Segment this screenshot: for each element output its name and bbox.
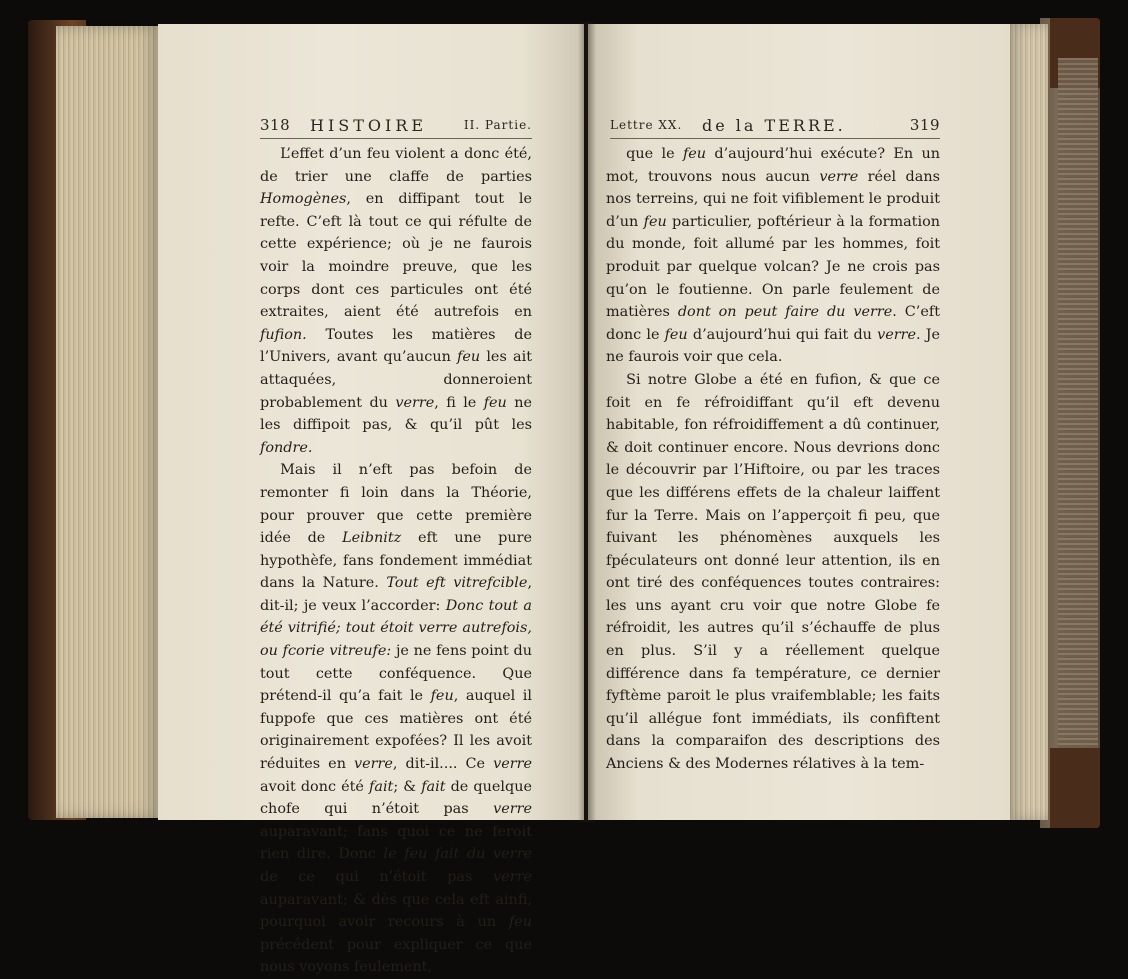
italic-text: verre xyxy=(395,394,435,411)
text-run: ; & xyxy=(393,778,422,795)
italic-text: Donc tout a été vitrifié; tout étoit verre autrefois, ou fcorie vitreufe: xyxy=(260,597,532,660)
left-header-part: II. Partie. xyxy=(463,118,532,132)
text-run: les ait attaquées, donneroient probablement du xyxy=(260,349,532,411)
left-page xyxy=(158,24,584,976)
italic-text: fufion. xyxy=(260,326,307,343)
right-page-edges xyxy=(1008,24,1048,820)
text-run: réel dans nos terreins, qui ne foit vifiblement le produit d’un xyxy=(606,168,940,230)
text-run: L’effet d’un feu violent a donc été, de trier une claffe de parties xyxy=(260,146,532,185)
paragraph xyxy=(606,369,940,776)
paragraph xyxy=(260,459,532,979)
italic-text: verre xyxy=(819,168,859,185)
text-run: de quelque chofe qui n’étoit pas xyxy=(260,778,532,818)
italic-text: dont on peut faire du verre xyxy=(677,304,893,321)
leather-corner-bottom xyxy=(1050,748,1100,828)
italic-text: fait xyxy=(369,778,394,795)
italic-text: feu xyxy=(682,146,707,162)
right-running-header xyxy=(610,112,940,139)
book-gutter xyxy=(578,22,596,822)
text-run: précédent pour expliquer ce que nous voyons feulement, xyxy=(260,936,532,976)
right-cover-binding xyxy=(1040,18,1100,828)
text-run: auparavant; & dès que cela eft ainfi, pourquoi avoir recours à un xyxy=(260,891,532,931)
italic-text: verre xyxy=(493,756,532,773)
italic-text: verre xyxy=(354,756,393,773)
italic-text: fondre. xyxy=(260,439,313,456)
right-page-text xyxy=(606,143,940,776)
text-run: . C’eft donc le xyxy=(606,304,940,343)
italic-text: verre xyxy=(877,326,916,343)
italic-text: le feu fait du verre xyxy=(383,846,532,863)
italic-text: feu xyxy=(508,914,532,931)
right-header-title: de la TERRE. xyxy=(702,116,846,135)
text-run: , dit-il.... Ce xyxy=(392,756,494,773)
right-header-letter: Lettre XX. xyxy=(610,118,683,132)
italic-text: feu xyxy=(430,688,454,705)
italic-text: verre xyxy=(493,869,532,885)
italic-text: fait xyxy=(421,778,446,795)
text-run: eft une pure hypothèfe, fans fondement immédiat dans la Nature. xyxy=(260,530,532,592)
italic-text: feu xyxy=(483,394,507,411)
paragraph xyxy=(606,143,940,369)
italic-text: Homogènes xyxy=(260,191,347,208)
right-page-number: 319 xyxy=(909,116,940,134)
text-run: , fi le xyxy=(434,394,484,411)
text-run: de ce qui n’étoit pas xyxy=(260,869,494,885)
italic-text: verre xyxy=(493,801,532,818)
text-run: . Je ne faurois voir que cela. xyxy=(606,326,940,366)
text-run: je ne fens point du tout cette conféquence. Que prétend-il qu’a fait le xyxy=(260,643,533,705)
right-page xyxy=(588,24,1010,820)
left-page-text xyxy=(260,143,532,979)
text-run: avoit donc été xyxy=(260,778,370,795)
left-page-number: 318 xyxy=(260,116,291,134)
text-run: , auquel il fuppofe que ces matières ont été originairement expofées? Il les avoit réduites en xyxy=(260,688,533,773)
left-header-title: HISTOIRE xyxy=(310,116,428,135)
text-run: d’aujourd’hui qui fait du xyxy=(687,326,878,343)
text-run: Si notre Globe a été en fufion, & que ce foit en fe réfroidiffant qu’il eft devenu habitable, fon réfroidiffement a dû continuer, & doit continuer encore. Nous devrions donc le découvrir par l’Hiftoire, ou par les traces que les différens effets de la chaleur laiffent fur la Terre. Mais on l’apperçoit fi peu, que fuivant les phénomènes auxquels les fpéculateurs ont donné leur attention, ils en ont tiré des conféquences toutes contraires: les uns ayant cru voir que notre Globe fe réfroidit, les autres qu’il s’échauffe de plus en plus. S’il y a réellement quelque différence dans fa température, ce dernier fyftème paroit le plus vraifemblable; les faits qu’il allégue font immédiats, ils confiftent dans la comparaifon des descriptions des Anciens & des Modernes rélatives à la tem- xyxy=(606,371,940,773)
italic-text: Tout eft vitrefcible xyxy=(386,575,528,592)
italic-text: feu xyxy=(643,213,667,230)
text-run: , en diffipant tout le refte. C’eft là tout ce qui réfulte de cette expérience; où je ne faurois voir la moindre preuve, que les corps dont ces particules ont été extraites, aient été autrefois en xyxy=(260,191,532,321)
left-running-header xyxy=(260,112,532,139)
italic-text: feu xyxy=(457,349,481,366)
text-run: ne les diffipoit pas, & qu’il pût les xyxy=(260,394,532,434)
italic-text: feu xyxy=(664,326,688,343)
text-run: , dit-il; je veux l’accorder: xyxy=(260,575,533,614)
paragraph xyxy=(260,143,532,459)
text-run: Toutes les matières de l’Univers, avant qu’aucun xyxy=(260,326,532,366)
text-run: auparavant; fans quoi ce ne feroit rien dire. Donc xyxy=(260,823,532,863)
text-run: que le xyxy=(626,146,683,162)
page-block-fore-edge xyxy=(1058,58,1098,778)
text-run: Mais il n’eft pas befoin de remonter fi loin dans la Théorie, pour prouver que cette première idée de xyxy=(260,462,532,547)
left-page-edges xyxy=(56,26,160,818)
italic-text: Leibnitz xyxy=(342,530,402,547)
text-run: d’aujourd’hui exécute? En un mot, trouvons nous aucun xyxy=(606,146,941,185)
text-run: particulier, poftérieur à la formation du monde, foit allumé par les hommes, foit produit par quelque volcan? Je ne crois pas qu’on le foutienne. On parle feulement de matières xyxy=(606,213,940,321)
